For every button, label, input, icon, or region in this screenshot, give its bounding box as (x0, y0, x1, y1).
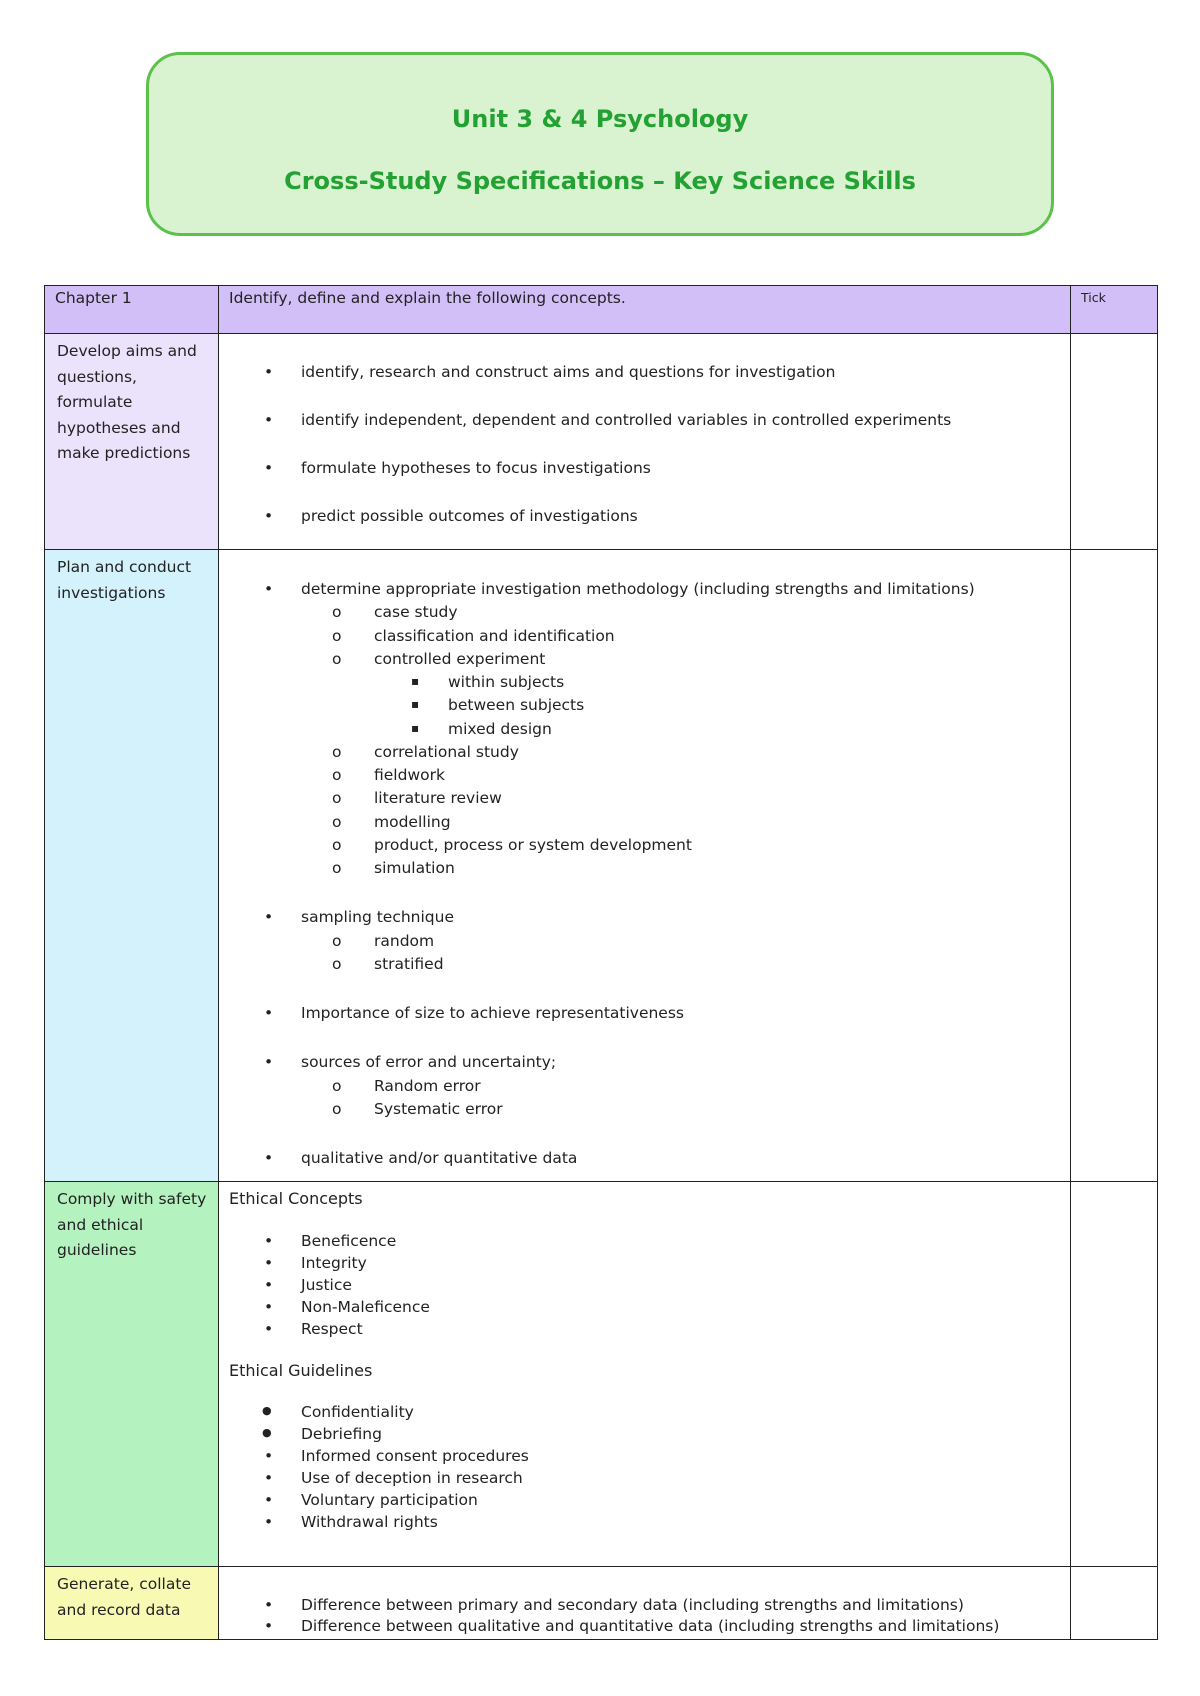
ethical-concepts-heading: Ethical Concepts (229, 1189, 363, 1208)
list-item: ● Debriefing (219, 1423, 1070, 1445)
page-subtitle: Cross-Study Specifications – Key Science Skills (284, 167, 916, 195)
table-row (45, 1182, 1158, 1567)
list-item: • Voluntary participation (219, 1489, 1070, 1511)
list-item: • Difference between qualitative and quantitative data (including strengths and limitations) (219, 1616, 1070, 1637)
list-item: o modelling (219, 811, 1070, 834)
ethical-guidelines-list (219, 1381, 1070, 1533)
row-content-cell (219, 334, 1071, 550)
list-item: o classification and identification (219, 625, 1070, 648)
aims-list (219, 334, 1070, 527)
list-item: ▪ between subjects (219, 694, 1070, 717)
list-item: o Random error (219, 1075, 1070, 1098)
tick-cell[interactable] (1071, 1182, 1158, 1567)
row-label-cell (45, 1567, 219, 1640)
list-item: • qualitative and/or quantitative data (219, 1147, 1070, 1170)
table-row (45, 550, 1158, 1182)
row-content-cell (219, 1182, 1071, 1567)
row-label-cell (45, 1182, 219, 1567)
list-item: • Difference between primary and secondary data (including strengths and limitations) (219, 1595, 1070, 1616)
list-item: ▪ within subjects (219, 671, 1070, 694)
ethical-guidelines-heading: Ethical Guidelines (229, 1360, 373, 1380)
list-item: • Beneficence (219, 1230, 1070, 1252)
list-item: o correlational study (219, 741, 1070, 764)
list-item: o simulation (219, 857, 1070, 880)
list-item: • Respect (219, 1318, 1070, 1340)
list-item: o random (219, 930, 1070, 953)
row-label-cell (45, 334, 219, 550)
row-label-cell (45, 550, 219, 1182)
ethical-concepts-list (219, 1210, 1070, 1340)
list-item: o literature review (219, 787, 1070, 810)
list-item: ● Confidentiality (219, 1401, 1070, 1423)
table-row (45, 1567, 1158, 1640)
list-item: • Justice (219, 1274, 1070, 1296)
list-item: • sources of error and uncertainty; (219, 1051, 1070, 1074)
list-item: o product, process or system development (219, 834, 1070, 857)
instruction-header-cell (219, 286, 1071, 334)
list-item: • Integrity (219, 1252, 1070, 1274)
list-item: • Withdrawal rights (219, 1511, 1070, 1533)
list-item: • Importance of size to achieve representativeness (219, 1002, 1070, 1025)
list-item: ▪ mixed design (219, 718, 1070, 741)
list-item: o Systematic error (219, 1098, 1070, 1121)
row-label: Plan and conduct investigations (57, 558, 192, 602)
row-label: Generate, collate and record data (57, 1575, 191, 1619)
key-skills-table (44, 285, 1158, 1640)
list-item: • sampling technique (219, 906, 1070, 929)
list-item: o controlled experiment (219, 648, 1070, 671)
list-item: • Non-Maleficence (219, 1296, 1070, 1318)
title-box (146, 52, 1054, 236)
plan-list (219, 550, 1070, 1170)
list-item: • identify independent, dependent and controlled variables in controlled experiments (219, 410, 1070, 431)
list-item: o case study (219, 601, 1070, 624)
list-item: o fieldwork (219, 764, 1070, 787)
page-title: Unit 3 & 4 Psychology (451, 105, 749, 133)
chapter-label: Chapter 1 (55, 289, 132, 307)
table-row (45, 334, 1158, 550)
list-item: • identify, research and construct aims and questions for investigation (219, 362, 1070, 383)
instruction-label: Identify, define and explain the following concepts. (229, 289, 626, 307)
row-content-cell (219, 550, 1071, 1182)
list-item: o stratified (219, 953, 1070, 976)
tick-header-cell (1071, 286, 1158, 334)
data-list (219, 1567, 1070, 1637)
chapter-header-cell (45, 286, 219, 334)
row-content-cell (219, 1567, 1071, 1640)
list-item: • Informed consent procedures (219, 1445, 1070, 1467)
list-item: • Use of deception in research (219, 1467, 1070, 1489)
row-label: Develop aims and questions, formulate hypotheses and make predictions (57, 342, 197, 463)
tick-cell[interactable] (1071, 1567, 1158, 1640)
list-item: • determine appropriate investigation methodology (including strengths and limitations) (219, 578, 1070, 601)
tick-cell[interactable] (1071, 550, 1158, 1182)
list-item: • predict possible outcomes of investigations (219, 506, 1070, 527)
tick-label: Tick (1081, 290, 1106, 305)
tick-cell[interactable] (1071, 334, 1158, 550)
list-item: • formulate hypotheses to focus investigations (219, 458, 1070, 479)
row-label: Comply with safety and ethical guidelines (57, 1190, 207, 1260)
table-header-row (45, 286, 1158, 334)
